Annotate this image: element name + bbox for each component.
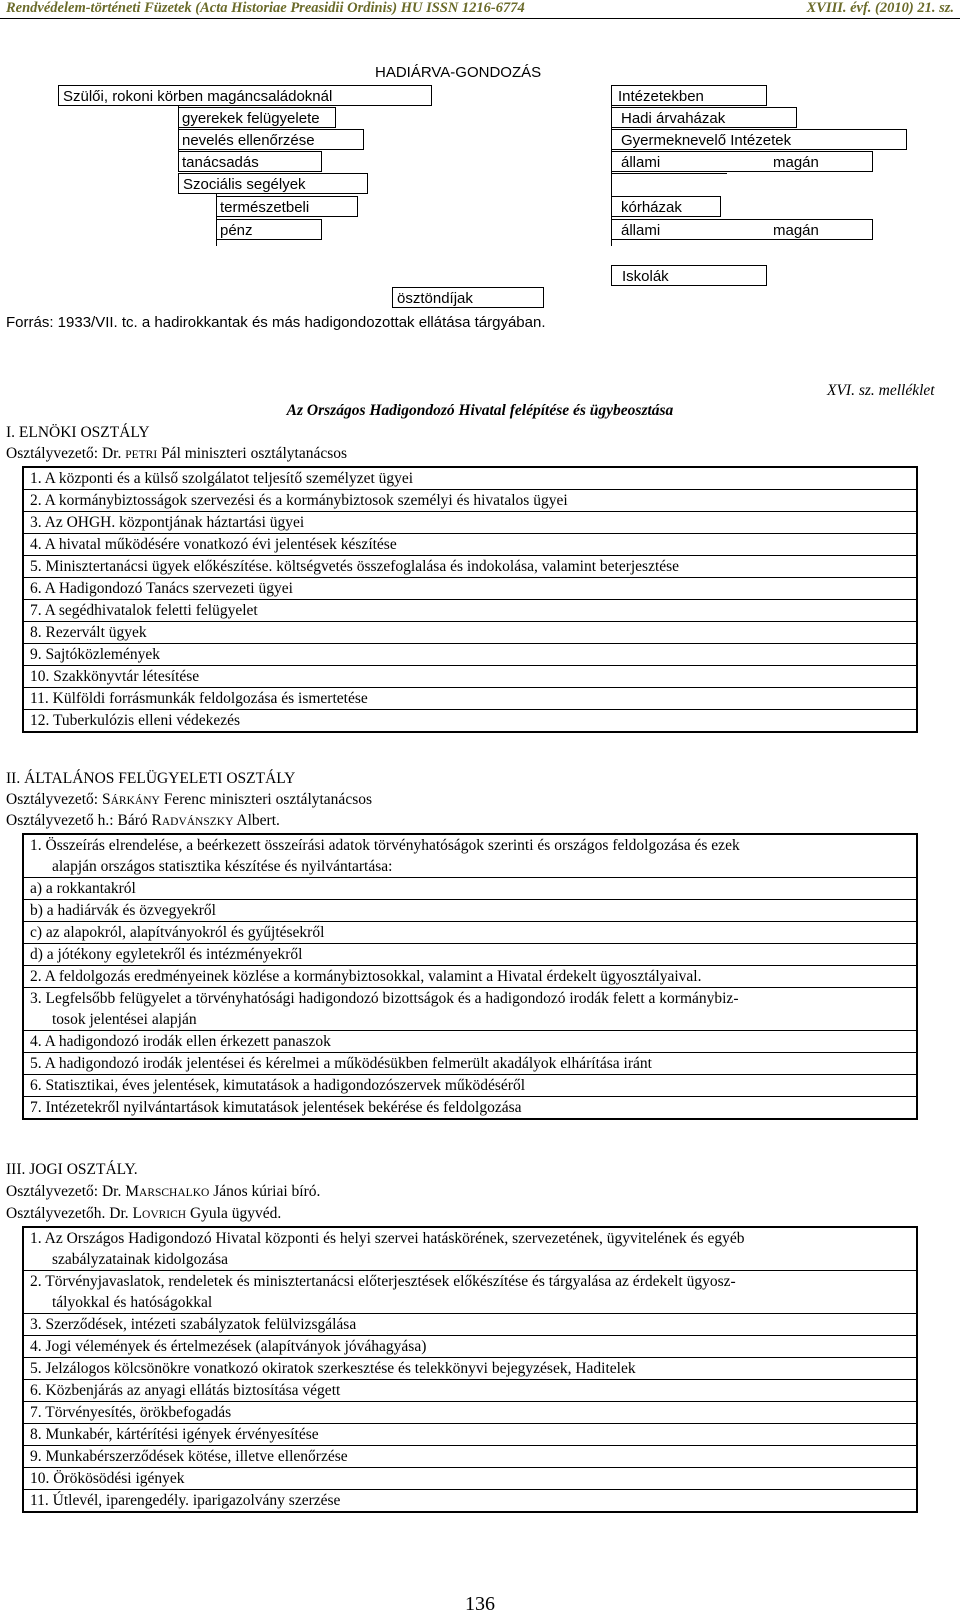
org-node-money: pénz: [216, 219, 322, 240]
org-chart-title: HADIÁRVA-GONDOZÁS: [375, 64, 542, 81]
list-item: 6. Közbenjárás az anyagi ellátás biztosítása végett: [24, 1379, 916, 1401]
section-3-tasks: [22, 1226, 918, 1513]
org-node-state: állami: [621, 222, 661, 239]
list-item: 3. Szerződések, intézeti szabályzatok felülvizsgálása: [24, 1313, 916, 1335]
org-node-child-institutes-types: [611, 151, 873, 172]
list-item: 9. Sajtóközlemények: [24, 643, 916, 665]
section-2-deputy: Osztályvezető h.: Báró RADVÁNSZKY Albert.: [6, 812, 280, 829]
org-node-schools: Iskolák: [611, 265, 767, 286]
list-item: 2. A feldolgozás eredményeinek közlése a kormánybiztosokkal, valamint a Hivatal érdekelt ügyosztályaival.: [24, 965, 916, 987]
org-node-hospital-types: [611, 219, 873, 240]
list-item: 2. A kormánybiztosságok szervezési és a kormánybiztosok személyi és hivatalos ügyei: [24, 489, 916, 511]
journal-title: Rendvédelem-történeti Füzetek (Acta Historiae Preasidii Ordinis) HU ISSN 1216-6774: [6, 0, 525, 16]
org-node-education-control: nevelés ellenőrzése: [178, 129, 364, 150]
list-item: 9. Munkabérszerződések kötése, illetve ellenőrzése: [24, 1445, 916, 1467]
appendix-label: XVI. sz. melléklet: [827, 382, 935, 399]
list-item: 8. Munkabér, kártérítési igények érvényesítése: [24, 1423, 916, 1445]
org-source-note: Forrás: 1933/VII. tc. a hadirokkantak és más hadigondozottak ellátása tárgyában.: [6, 314, 546, 331]
list-item: 1. Az Országos Hadigondozó Hivatal központi és helyi szervei hatáskörének, szervezetének, ügyvitelének és egyéb szabályzatainak kidolgozása: [30, 1230, 745, 1268]
list-item: 3. Legfelsőbb felügyelet a törvényhatósági hadigondozó bizottságok és a hadigondozó irodák felett a kormánybiz- tosok jelentései alapján: [24, 987, 916, 1030]
issue-info: XVIII. évf. (2010) 21. sz.: [806, 0, 954, 16]
list-item: 6. Statisztikai, éves jelentések, kimutatások a hadigondozószervek működéséről: [24, 1074, 916, 1096]
org-node-supervision: gyerekek felügyelete: [178, 107, 336, 128]
section-1-title: I. ELNÖKI OSZTÁLY: [6, 424, 150, 441]
document-title: Az Országos Hadigondozó Hivatal felépítése és ügybeosztása: [286, 402, 674, 419]
section-3-title: III. JOGI OSZTÁLY.: [6, 1161, 138, 1178]
org-node-orphanages: Hadi árvaházak: [611, 107, 797, 128]
list-item: 1. A központi és a külső szolgálatot teljesítő személyzet ügyei: [30, 470, 414, 487]
list-item: 8. Rezervált ügyek: [24, 621, 916, 643]
list-item: d) a jótékony egyletekről és intézményekről: [24, 943, 916, 965]
org-node-private: magán: [773, 222, 819, 239]
org-node-child-institutes: Gyermeknevelő Intézetek: [611, 129, 907, 150]
list-item: 5. Jelzálogos kölcsönökre vonatkozó okiratok szerkesztése és telekkönyvi bejegyzések, Haditelek: [24, 1357, 916, 1379]
list-item: 11. Útlevél, iparengedély. iparigazolvány szerzése: [24, 1489, 916, 1511]
list-item: 4. A hadigondozó irodák ellen érkezett panaszok: [24, 1030, 916, 1052]
list-item: 7. Törvényesítés, örökbefogadás: [24, 1401, 916, 1423]
list-item: 7. Intézetekről nyilvántartások kimutatások jelentések bekérése és feldolgozása: [24, 1096, 916, 1118]
list-item: 3. Az OHGH. központjának háztartási ügyei: [24, 511, 916, 533]
section-2-head: Osztályvezető: SÁRKÁNY Ferenc miniszteri osztálytanácsos: [6, 791, 373, 808]
org-node-counselling: tanácsadás: [178, 151, 322, 172]
list-item: 4. Jogi vélemények és értelmezések (alapítványok jóváhagyása): [24, 1335, 916, 1357]
section-1-head: Osztályvezető: Dr. PETRI Pál miniszteri osztálytanácsos: [6, 445, 348, 462]
org-node-institutions: Intézetekben: [611, 85, 767, 106]
list-item: 6. A Hadigondozó Tanács szervezeti ügyei: [24, 577, 916, 599]
list-item: a) a rokkantakról: [24, 877, 916, 899]
section-1-tasks: [22, 466, 918, 733]
org-node-private: magán: [773, 154, 819, 171]
org-node-state: állami: [621, 154, 661, 171]
list-item: 5. A hadigondozó irodák jelentései és kérelmei a működésükben felmerült akadályok elhárítása iránt: [24, 1052, 916, 1074]
list-item: c) az alapokról, alapítványokról és gyűjtésekről: [24, 921, 916, 943]
org-node-scholarships: ösztöndíjak: [392, 287, 544, 308]
list-item: 11. Külföldi forrásmunkák feldolgozása és ismertetése: [24, 687, 916, 709]
section-2-tasks: [22, 833, 918, 1120]
list-item: 10. Örökösödési igények: [24, 1467, 916, 1489]
section-2-title: II. ÁLTALÁNOS FELÜGYELETI OSZTÁLY: [6, 770, 296, 787]
org-node-hospitals: kórházak: [611, 196, 721, 217]
list-item: 1. Összeírás elrendelése, a beérkezett összeírási adatok törvényhatóságok szerinti és országos feldolgozása és ezek alapján országos statisztika készítése és nyilvántartása:: [30, 837, 740, 875]
org-connector: [611, 173, 727, 174]
org-node-social-aid: Szociális segélyek: [178, 173, 368, 194]
page-number: 136: [465, 1593, 495, 1615]
running-header: [0, 0, 960, 19]
list-item: 12. Tuberkulózis elleni védekezés: [24, 709, 916, 731]
list-item: b) a hadiárvák és özvegyekről: [24, 899, 916, 921]
section-3-deputy: Osztályvezetőh. Dr. LOVRICH Gyula ügyvéd.: [6, 1205, 282, 1222]
list-item: 10. Szakkönyvtár létesítése: [24, 665, 916, 687]
section-3-head: Osztályvezető: Dr. MARSCHALKO János kúriai bíró.: [6, 1183, 321, 1200]
list-item: 5. Minisztertanácsi ügyek előkészítése. költségvetés összefoglalása és indokolása, valamint beterjesztése: [24, 555, 916, 577]
list-item: 4. A hivatal működésére vonatkozó évi jelentések készítése: [24, 533, 916, 555]
org-node-in-kind: természetbeli: [216, 196, 358, 217]
org-node-family-care: Szülői, rokoni körben magáncsaládoknál: [58, 85, 432, 106]
list-item: 7. A segédhivatalok feletti felügyelet: [24, 599, 916, 621]
list-item: 2. Törvényjavaslatok, rendeletek és minisztertanácsi előterjesztések előkészítése és tárgyalása az érdekelt ügyosz- tályokkal és hatóságokkal: [24, 1270, 916, 1313]
